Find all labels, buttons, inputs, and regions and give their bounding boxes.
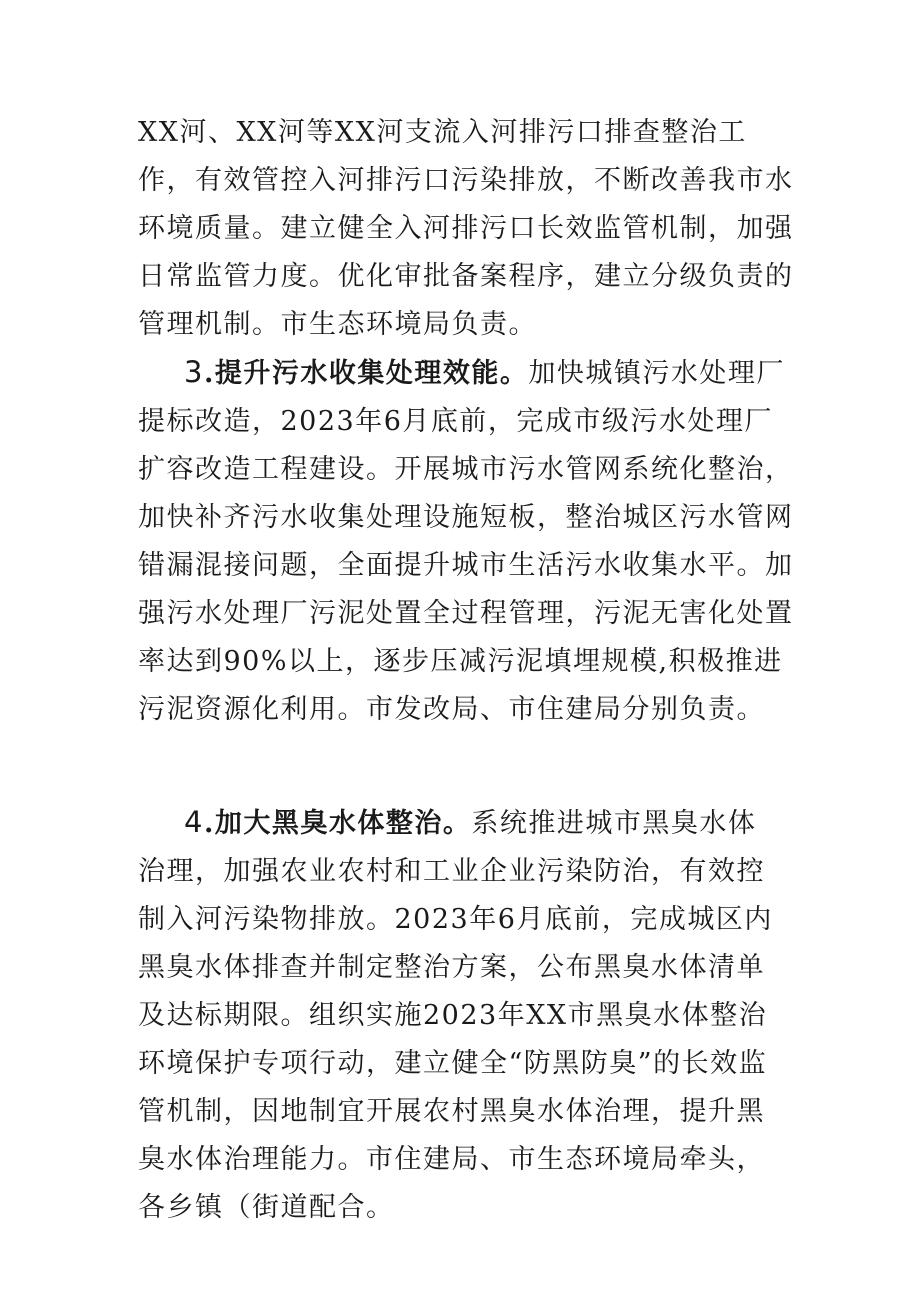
paragraph-text: 加快城镇污水处理厂提标改造，2023年6月底前，完成市级污水处理厂扩容改造工程建设。开展城市污水管网系统化整治，加快补齐污水收集处理设施短板，整治城区污水管网错漏混接问题，全面提升城市生活污水收集水平。加强污水处理厂污泥处置全过程管理，污泥无害化处置率达到90%以上，逐步压减污泥填埋规模,积极推进污泥资源化利用。市发改局、市住建局分别负责。 — [138, 358, 794, 725]
item-title: .提升污水收集处理效能。 — [203, 358, 529, 389]
paragraph-river-outfall — [138, 109, 798, 349]
item-title: .加大黑臭水体整治。 — [203, 808, 472, 839]
paragraph-sewage-treatment — [138, 348, 798, 734]
paragraph-text: 系统推进城市黑臭水体治理，加强农业农村和工业企业污染防治，有效控制入河污染物排放。2023年6月底前，完成城区内黑臭水体排查并制定整治方案，公布黑臭水体清单及达标期限。组织实施2023年XX市黑臭水体整治环境保护专项行动，建立健全“防黑防臭”的长效监管机制，因地制宜开展农村黑臭水体治理，提升黑臭水体治理能力。市住建局、市生态环境局牵头，各乡镇（街道配合。 — [138, 808, 773, 1223]
paragraph-text: XX河、XX河等XX河支流入河排污口排查整治工作，有效管控入河排污口污染排放，不断改善我市水环境质量。建立健全入河排污口长效监管机制，加强日常监管力度。优化审批备案程序，建立分级负责的管理机制。市生态环境局负责。 — [138, 117, 794, 340]
item-number: 3 — [184, 355, 204, 389]
paragraph-black-odorous-water — [138, 798, 778, 1232]
item-number: 4 — [184, 805, 204, 839]
